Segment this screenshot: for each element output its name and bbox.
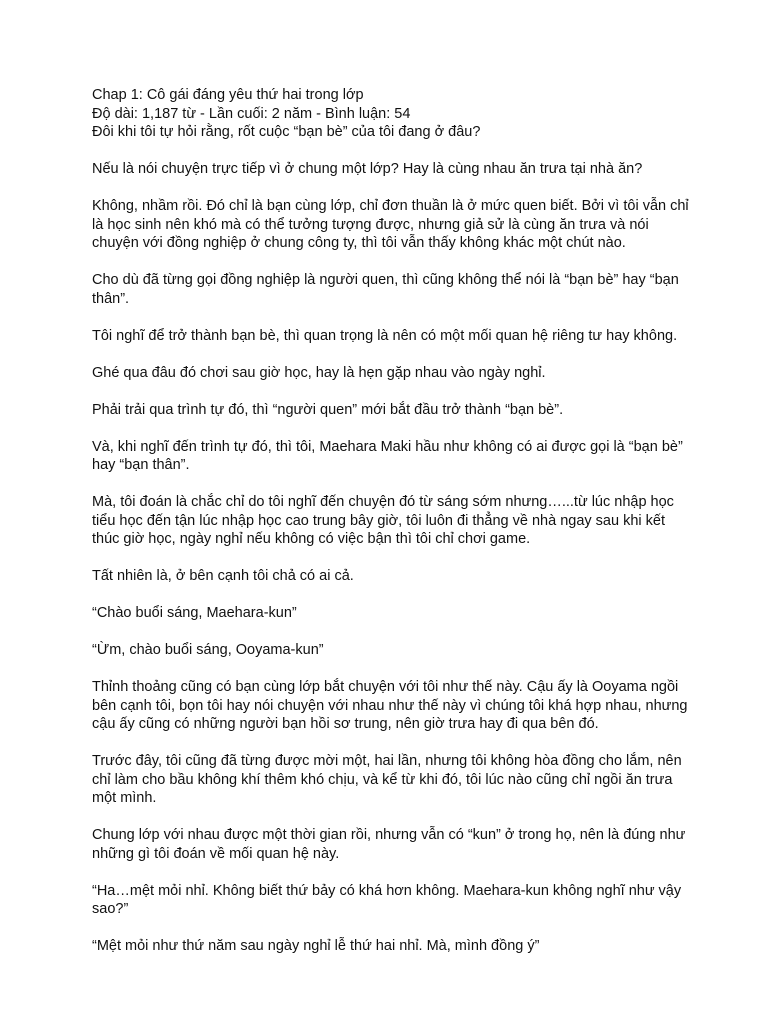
paragraph: Và, khi nghĩ đến trình tự đó, thì tôi, Maehara Maki hầu như không có ai được gọi là “bạn bè” hay “bạn thân”. xyxy=(92,438,683,473)
paragraph: Trước đây, tôi cũng đã từng được mời một, hai lần, nhưng tôi không hòa đồng cho lắm, nên chỉ làm cho bầu không khí thêm khó chịu, và kể từ khi đó, tôi lúc nào cũng chỉ ngồi ăn trưa một mình. xyxy=(92,753,682,806)
document-page xyxy=(92,86,692,974)
dialogue-line: “Mệt mỏi như thứ năm sau ngày nghỉ lễ thứ hai nhỉ. Mà, mình đồng ý” xyxy=(92,938,540,954)
chapter-header xyxy=(92,86,692,142)
chapter-meta: Độ dài: 1,187 từ - Lần cuối: 2 năm - Bình luận: 54 xyxy=(92,105,411,122)
chapter-title: Chap 1: Cô gái đáng yêu thứ hai trong lớp xyxy=(92,87,364,103)
paragraph: Ghé qua đâu đó chơi sau giờ học, hay là hẹn gặp nhau vào ngày nghỉ. xyxy=(92,364,546,381)
paragraph: Phải trải qua trình tự đó, thì “người quen” mới bắt đầu trở thành “bạn bè”. xyxy=(92,401,564,418)
paragraph: Tất nhiên là, ở bên cạnh tôi chả có ai cả. xyxy=(92,568,354,584)
paragraph: Nếu là nói chuyện trực tiếp vì ở chung một lớp? Hay là cùng nhau ăn trưa tại nhà ăn? xyxy=(92,161,643,177)
paragraph: Mà, tôi đoán là chắc chỉ do tôi nghĩ đến chuyện đó từ sáng sớm nhưng…...từ lúc nhập học tiểu học đến tận lúc nhập học cao trung bây giờ, tôi luôn đi thẳng về nhà ngay sau khi kết thúc giờ học, ngày nghỉ nếu không có việc bận thì tôi chỉ chơi game. xyxy=(92,494,674,547)
paragraph: Tôi nghĩ để trở thành bạn bè, thì quan trọng là nên có một mối quan hệ riêng tư hay không. xyxy=(92,327,678,344)
paragraph: Thỉnh thoảng cũng có bạn cùng lớp bắt chuyện với tôi như thế này. Cậu ấy là Ooyama ngồi bên cạnh tôi, bọn tôi hay nói chuyện với nhau như thế này vì chúng tôi khá hợp nhau, nhưng cậu ấy cũng có những người bạn hồi sơ trung, nên giờ trưa hay đi qua bên đó. xyxy=(92,679,688,732)
paragraph: Chung lớp với nhau được một thời gian rồi, nhưng vẫn có “kun” ở trong họ, nên là đúng như những gì tôi đoán về mối quan hệ này. xyxy=(92,827,686,862)
dialogue-line: “Ừm, chào buổi sáng, Ooyama-kun” xyxy=(92,642,324,658)
paragraph: Cho dù đã từng gọi đồng nghiệp là người quen, thì cũng không thể nói là “bạn bè” hay “bạn thân”. xyxy=(92,272,679,307)
chapter-tagline: Đôi khi tôi tự hỏi rằng, rốt cuộc “bạn bè” của tôi đang ở đâu? xyxy=(92,124,481,140)
paragraph: Không, nhầm rồi. Đó chỉ là bạn cùng lớp, chỉ đơn thuần là ở mức quen biết. Bởi vì tôi vẫn chỉ là học sinh nên khó mà có thể tưởng tượng được, nhưng giả sử là cùng ăn trưa và nói chuyện với đồng nghiệp ở chung công ty, thì tôi vẫn thấy không khác một chút nào. xyxy=(92,198,689,251)
dialogue-line: “Ha…mệt mỏi nhỉ. Không biết thứ bảy có khá hơn không. Maehara-kun không nghĩ như vậy sao?” xyxy=(92,882,682,917)
dialogue-line: “Chào buổi sáng, Maehara-kun” xyxy=(92,605,297,621)
